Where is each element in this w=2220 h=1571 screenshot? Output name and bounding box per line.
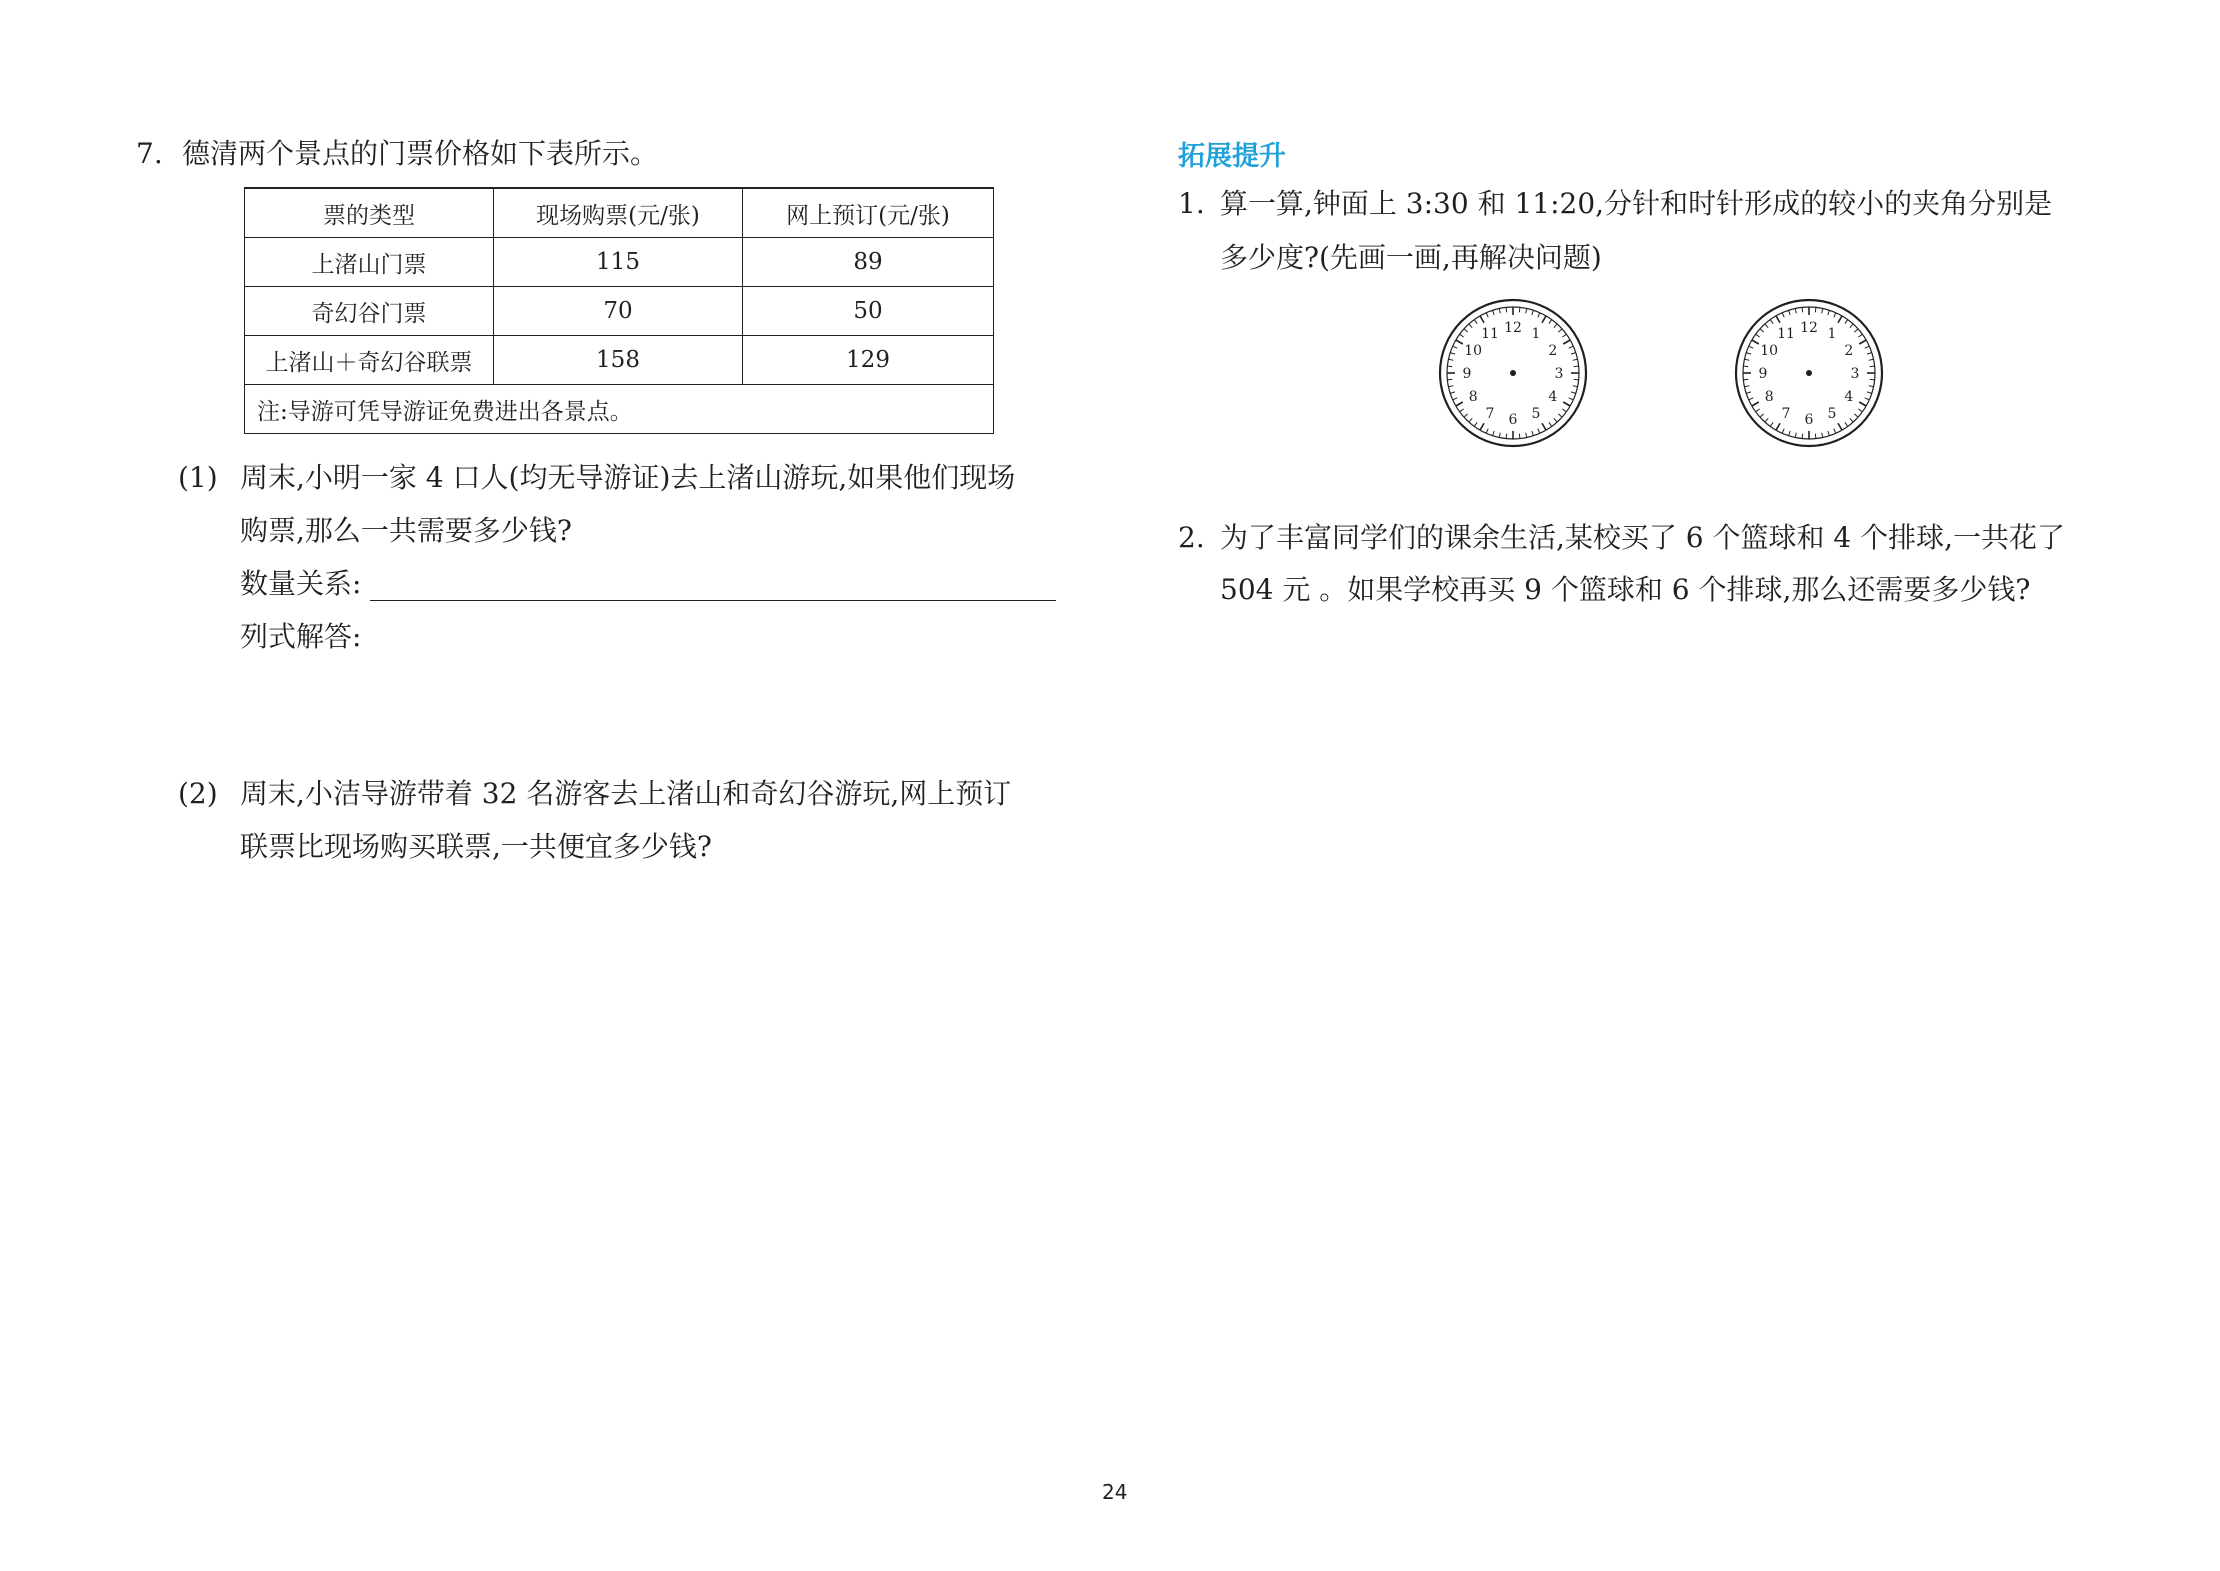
- clock-tick: [1450, 353, 1455, 355]
- subquestion-1-line1: 周末,小明一家 4 口人(均无导游证)去上渚山游玩,如果他们现场: [240, 461, 1016, 494]
- clock-tick: [1506, 307, 1507, 312]
- table-cell: 上渚山＋奇幻谷联票: [245, 336, 494, 385]
- clock-tick: [1486, 429, 1488, 434]
- clock-tick: [1448, 386, 1453, 387]
- clock-tick: [1448, 359, 1453, 360]
- clock-tick: [1493, 431, 1495, 436]
- subquestion-1-number: (1): [178, 461, 218, 494]
- clock-tick: [1869, 359, 1874, 360]
- clock-tick: [1845, 422, 1848, 426]
- clock-face-left[interactable]: [1433, 297, 1593, 449]
- clock-tick: [1859, 340, 1866, 344]
- clock-tick: [1822, 433, 1823, 438]
- clock-tick: [1776, 316, 1780, 323]
- subquestion-2-line2: 联票比现场购买联票,一共便宜多少钱?: [240, 830, 712, 863]
- clock-tick: [1858, 409, 1862, 412]
- clock-tick: [1554, 418, 1557, 422]
- clock-number: 11: [1777, 326, 1795, 343]
- table-cell: 70: [494, 287, 743, 336]
- clock-tick: [1802, 434, 1803, 439]
- clock-tick: [1867, 392, 1872, 394]
- clock-tick: [1782, 429, 1784, 434]
- table-header-cell: 网上预订(元/张): [743, 188, 994, 238]
- question-2-number: 2.: [1178, 521, 1205, 554]
- table-cell: 50: [743, 287, 994, 336]
- ticket-price-table: [244, 187, 994, 434]
- clock-tick: [1571, 353, 1576, 355]
- clock-tick: [1834, 429, 1836, 434]
- clock-tick: [1867, 353, 1872, 355]
- clock-tick: [1850, 418, 1853, 422]
- clock-number: 1: [1827, 326, 1837, 343]
- clock-number: 6: [1508, 412, 1518, 428]
- clock-tick: [1538, 313, 1540, 318]
- clock-center-dot: [1510, 370, 1516, 376]
- clock-tick: [1464, 329, 1468, 332]
- clock-tick: [1569, 398, 1574, 400]
- clock-tick: [1573, 386, 1578, 387]
- clock-tick: [1782, 313, 1784, 318]
- clock-number: 2: [1844, 343, 1854, 359]
- clock-tick: [1770, 320, 1773, 324]
- clock-tick: [1456, 402, 1463, 406]
- clock-tick: [1828, 310, 1830, 315]
- clock-tick: [1760, 414, 1764, 417]
- clock-tick: [1506, 434, 1507, 439]
- section-title-extension: 拓展提升: [1178, 141, 1286, 172]
- clock-tick: [1480, 316, 1484, 323]
- question-1-line1: 算一算,钟面上 3:30 和 11:20,分针和时针形成的较小的夹角分别是: [1220, 187, 2053, 220]
- clock-tick: [1464, 414, 1468, 417]
- clock-tick: [1573, 359, 1578, 360]
- clock-tick: [1760, 329, 1764, 332]
- clock-tick: [1554, 324, 1557, 328]
- clock-tick: [1519, 434, 1520, 439]
- clock-tick: [1746, 353, 1751, 355]
- clock-tick: [1828, 431, 1830, 436]
- clock-number: 6: [1804, 412, 1814, 428]
- clock-tick: [1756, 409, 1760, 412]
- clock-number: 3: [1554, 366, 1564, 382]
- clock-tick: [1562, 334, 1566, 337]
- clock-tick: [1549, 320, 1552, 324]
- clock-tick: [1850, 324, 1853, 328]
- clock-tick: [1744, 359, 1749, 360]
- clock-tick: [1744, 386, 1749, 387]
- table-cell: 158: [494, 336, 743, 385]
- table-header-cell: 票的类型: [245, 188, 494, 238]
- clock-tick: [1493, 310, 1495, 315]
- clock-number: 8: [1764, 389, 1774, 405]
- table-header-row: [245, 188, 994, 238]
- clock-tick: [1789, 431, 1791, 436]
- clock-number: 9: [1758, 366, 1768, 382]
- clock-number: 10: [1464, 343, 1483, 359]
- table-cell: 115: [494, 238, 743, 287]
- clock-tick: [1749, 398, 1754, 400]
- question-2-line2: 504 元 。如果学校再买 9 个篮球和 6 个排球,那么还需要多少钱?: [1220, 573, 2031, 606]
- clock-tick: [1542, 316, 1546, 323]
- clock-tick: [1752, 402, 1759, 406]
- clock-tick: [1526, 433, 1527, 438]
- clock-tick: [1526, 308, 1527, 313]
- clock-number: 2: [1548, 343, 1558, 359]
- clock-tick: [1815, 307, 1816, 312]
- clock-tick: [1869, 386, 1874, 387]
- clock-tick: [1770, 422, 1773, 426]
- table-note: 注:导游可凭导游证免费进出各景点。: [245, 385, 994, 434]
- table-row: [245, 336, 994, 385]
- clock-tick: [1795, 308, 1796, 313]
- clock-tick: [1574, 366, 1579, 367]
- clock-tick: [1480, 423, 1484, 430]
- clock-tick: [1858, 334, 1862, 337]
- clock-tick: [1519, 307, 1520, 312]
- clock-tick: [1499, 308, 1500, 313]
- clock-tick: [1542, 423, 1546, 430]
- clock-center-dot: [1806, 370, 1812, 376]
- clock-number: 11: [1481, 326, 1499, 343]
- clock-tick: [1822, 308, 1823, 313]
- clock-number: 8: [1468, 389, 1478, 405]
- clock-tick: [1563, 340, 1570, 344]
- clock-tick: [1743, 379, 1748, 380]
- clock-tick: [1752, 340, 1759, 344]
- table-row: [245, 287, 994, 336]
- table-row: [245, 238, 994, 287]
- clock-tick: [1749, 346, 1754, 348]
- clock-tick: [1558, 414, 1562, 417]
- clock-tick: [1450, 392, 1455, 394]
- table-cell: 129: [743, 336, 994, 385]
- clock-tick: [1499, 433, 1500, 438]
- clock-tick: [1558, 329, 1562, 332]
- table-cell: 89: [743, 238, 994, 287]
- page-number: 24: [1102, 1480, 1128, 1504]
- clock-tick: [1854, 329, 1858, 332]
- table-header-cell: 现场购票(元/张): [494, 188, 743, 238]
- clock-tick: [1486, 313, 1488, 318]
- clock-tick: [1532, 310, 1534, 315]
- clock-tick: [1562, 409, 1566, 412]
- table-note-row: [245, 385, 994, 434]
- clock-tick: [1838, 316, 1842, 323]
- clock-tick: [1549, 422, 1552, 426]
- clock-tick: [1563, 402, 1570, 406]
- clock-tick: [1789, 310, 1791, 315]
- clock-tick: [1474, 422, 1477, 426]
- clock-tick: [1776, 423, 1780, 430]
- clock-tick: [1532, 431, 1534, 436]
- clock-tick: [1460, 409, 1464, 412]
- clock-tick: [1802, 307, 1803, 312]
- clock-number: 3: [1850, 366, 1860, 382]
- clock-number: 5: [1531, 405, 1541, 422]
- clock-tick: [1456, 340, 1463, 344]
- clock-tick: [1838, 423, 1842, 430]
- clock-tick: [1569, 346, 1574, 348]
- table-cell: 奇幻谷门票: [245, 287, 494, 336]
- clock-number: 12: [1504, 320, 1522, 336]
- clock-number: 10: [1760, 343, 1779, 359]
- clock-number: 1: [1531, 326, 1541, 343]
- clock-tick: [1765, 324, 1768, 328]
- clock-tick: [1865, 346, 1870, 348]
- clock-tick: [1854, 414, 1858, 417]
- clock-number: 9: [1462, 366, 1472, 382]
- table-cell: 上渚山门票: [245, 238, 494, 287]
- clock-number: 12: [1800, 320, 1818, 336]
- clock-number: 7: [1485, 405, 1495, 422]
- clock-tick: [1447, 366, 1452, 367]
- subquestion-2-number: (2): [178, 777, 218, 810]
- clock-face-right[interactable]: [1729, 297, 1889, 449]
- clock-tick: [1870, 366, 1875, 367]
- clock-tick: [1865, 398, 1870, 400]
- clock-number: 4: [1548, 389, 1558, 405]
- clock-number: 5: [1827, 405, 1837, 422]
- clock-tick: [1571, 392, 1576, 394]
- clock-tick: [1795, 433, 1796, 438]
- clock-tick: [1460, 334, 1464, 337]
- clock-tick: [1815, 434, 1816, 439]
- question-2-line1: 为了丰富同学们的课余生活,某校买了 6 个篮球和 4 个排球,一共花了: [1220, 521, 2066, 554]
- clock-tick: [1574, 379, 1579, 380]
- quantity-relation-label: 数量关系:: [240, 567, 362, 600]
- clock-tick: [1756, 334, 1760, 337]
- clock-tick: [1743, 366, 1748, 367]
- quantity-relation-answer-line[interactable]: [370, 600, 1056, 601]
- clock-tick: [1845, 320, 1848, 324]
- clock-tick: [1447, 379, 1452, 380]
- clock-tick: [1765, 418, 1768, 422]
- subquestion-1-line2: 购票,那么一共需要多少钱?: [240, 514, 572, 547]
- clock-tick: [1538, 429, 1540, 434]
- question-1-line2: 多少度?(先画一画,再解决问题): [1220, 241, 1602, 274]
- clock-tick: [1870, 379, 1875, 380]
- clock-tick: [1453, 346, 1458, 348]
- clock-tick: [1746, 392, 1751, 394]
- clock-tick: [1453, 398, 1458, 400]
- subquestion-2-line1: 周末,小洁导游带着 32 名游客去上渚山和奇幻谷游玩,网上预订: [240, 777, 1012, 810]
- clock-tick: [1474, 320, 1477, 324]
- clock-number: 4: [1844, 389, 1854, 405]
- clock-tick: [1859, 402, 1866, 406]
- formula-answer-label: 列式解答:: [240, 620, 362, 653]
- clock-tick: [1469, 324, 1472, 328]
- clock-tick: [1469, 418, 1472, 422]
- clock-number: 7: [1781, 405, 1791, 422]
- question-7-number: 7.: [136, 137, 163, 170]
- question-7-text: 德清两个景点的门票价格如下表所示。: [182, 137, 659, 170]
- question-1-number: 1.: [1178, 187, 1205, 220]
- clock-tick: [1834, 313, 1836, 318]
